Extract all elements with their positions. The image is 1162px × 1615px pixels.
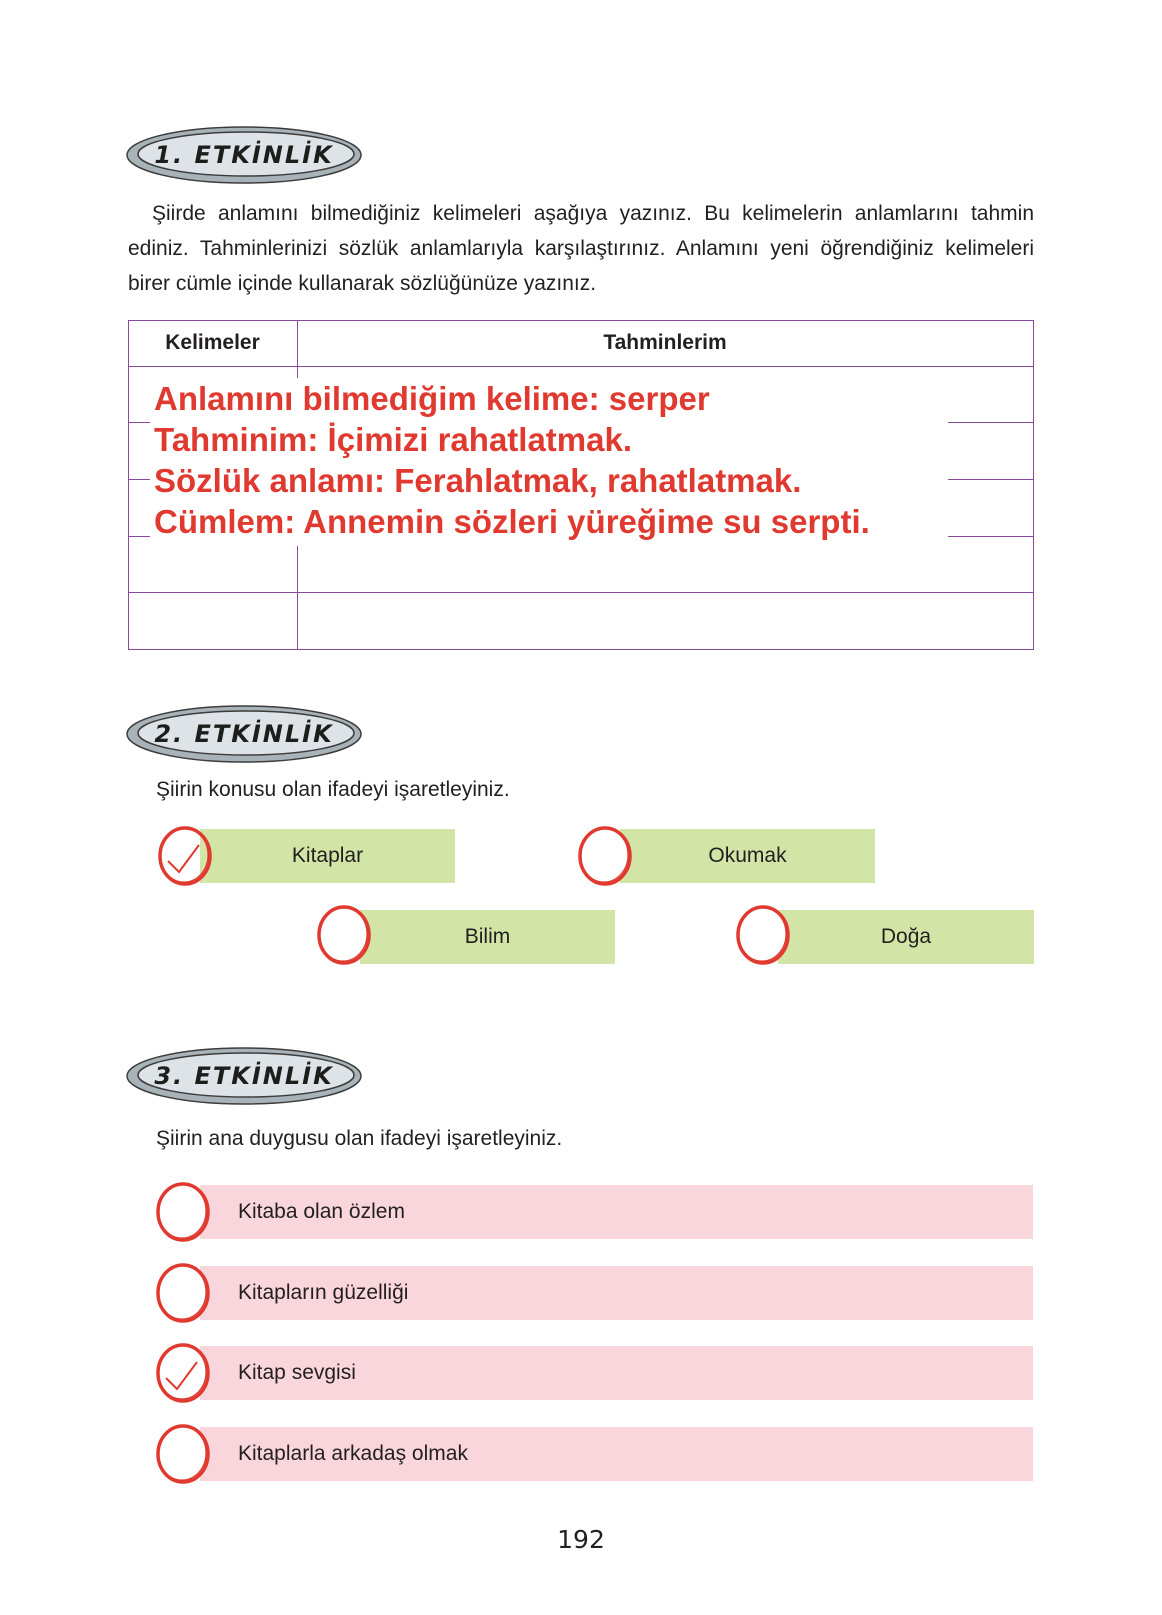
answer-line: Anlamını bilmediğim kelime: serper — [154, 380, 710, 417]
page-number: 192 — [557, 1525, 605, 1554]
activity-1-instructions: Şiirde anlamını bilmediğiniz kelimeleri aşağıya yazınız. Bu kelimelerin anlamlarını tahmin ediniz. Tahminlerinizi sözlük anlamlarıyla karşılaştırınız. Anlamını yeni öğrendiğiniz kelimeleri birer cümle içinde kullanarak sözlüğünüze yazınız. — [128, 202, 1034, 295]
empty-circle-icon[interactable] — [316, 904, 372, 966]
option-bilim[interactable] — [360, 910, 615, 964]
option-kitap-sevgisi[interactable] — [200, 1346, 1033, 1400]
option-doga[interactable] — [778, 910, 1034, 964]
activity-1-title: 1. ETKİNLİK — [154, 141, 334, 169]
column-header-tahminlerim: Tahminlerim — [603, 331, 727, 354]
answer-line: Cümlem: Annemin sözleri yüreğime su serpti. — [154, 503, 870, 540]
activity-2-instructions: Şiirin konusu olan ifadeyi işaretleyiniz. — [156, 778, 510, 801]
handwritten-answer — [150, 378, 948, 542]
empty-circle-icon[interactable] — [735, 904, 791, 966]
empty-circle-icon[interactable] — [155, 1262, 211, 1324]
activity-2-title: 2. ETKİNLİK — [154, 720, 334, 748]
activity-3-instructions: Şiirin ana duygusu olan ifadeyi işaretleyiniz. — [156, 1127, 563, 1150]
activity-3-title: 3. ETKİNLİK — [154, 1062, 334, 1090]
activity-3-badge — [125, 1046, 363, 1106]
option-label: Kitaba olan özlem — [238, 1200, 405, 1223]
column-header-kelimeler: Kelimeler — [165, 331, 260, 354]
option-kitaplarla-arkadas-olmak[interactable] — [200, 1427, 1033, 1481]
option-kitaplarin-guzelligi[interactable] — [200, 1266, 1033, 1320]
answer-line: Tahminim: İçimizi rahatlatmak. — [154, 421, 633, 458]
empty-circle-icon[interactable] — [577, 825, 633, 887]
option-okumak[interactable] — [620, 829, 875, 883]
option-label: Kitap sevgisi — [238, 1361, 356, 1384]
activity-2-badge — [125, 704, 363, 764]
empty-circle-icon[interactable] — [155, 1181, 211, 1243]
checked-circle-icon[interactable] — [155, 1342, 211, 1404]
option-label: Kitaplarla arkadaş olmak — [238, 1442, 468, 1465]
option-kitaplar[interactable] — [200, 829, 455, 883]
answer-line: Sözlük anlamı: Ferahlatmak, rahatlatmak. — [154, 462, 802, 499]
option-kitaba-olan-ozlem[interactable] — [200, 1185, 1033, 1239]
option-label: Doğa — [880, 925, 932, 948]
option-label: Kitapların güzelliği — [238, 1281, 409, 1304]
checked-circle-icon[interactable] — [157, 825, 213, 887]
option-label: Kitaplar — [291, 844, 364, 867]
activity-1-badge — [125, 125, 363, 185]
option-label: Bilim — [464, 925, 511, 948]
option-label: Okumak — [708, 844, 787, 867]
empty-circle-icon[interactable] — [155, 1423, 211, 1485]
